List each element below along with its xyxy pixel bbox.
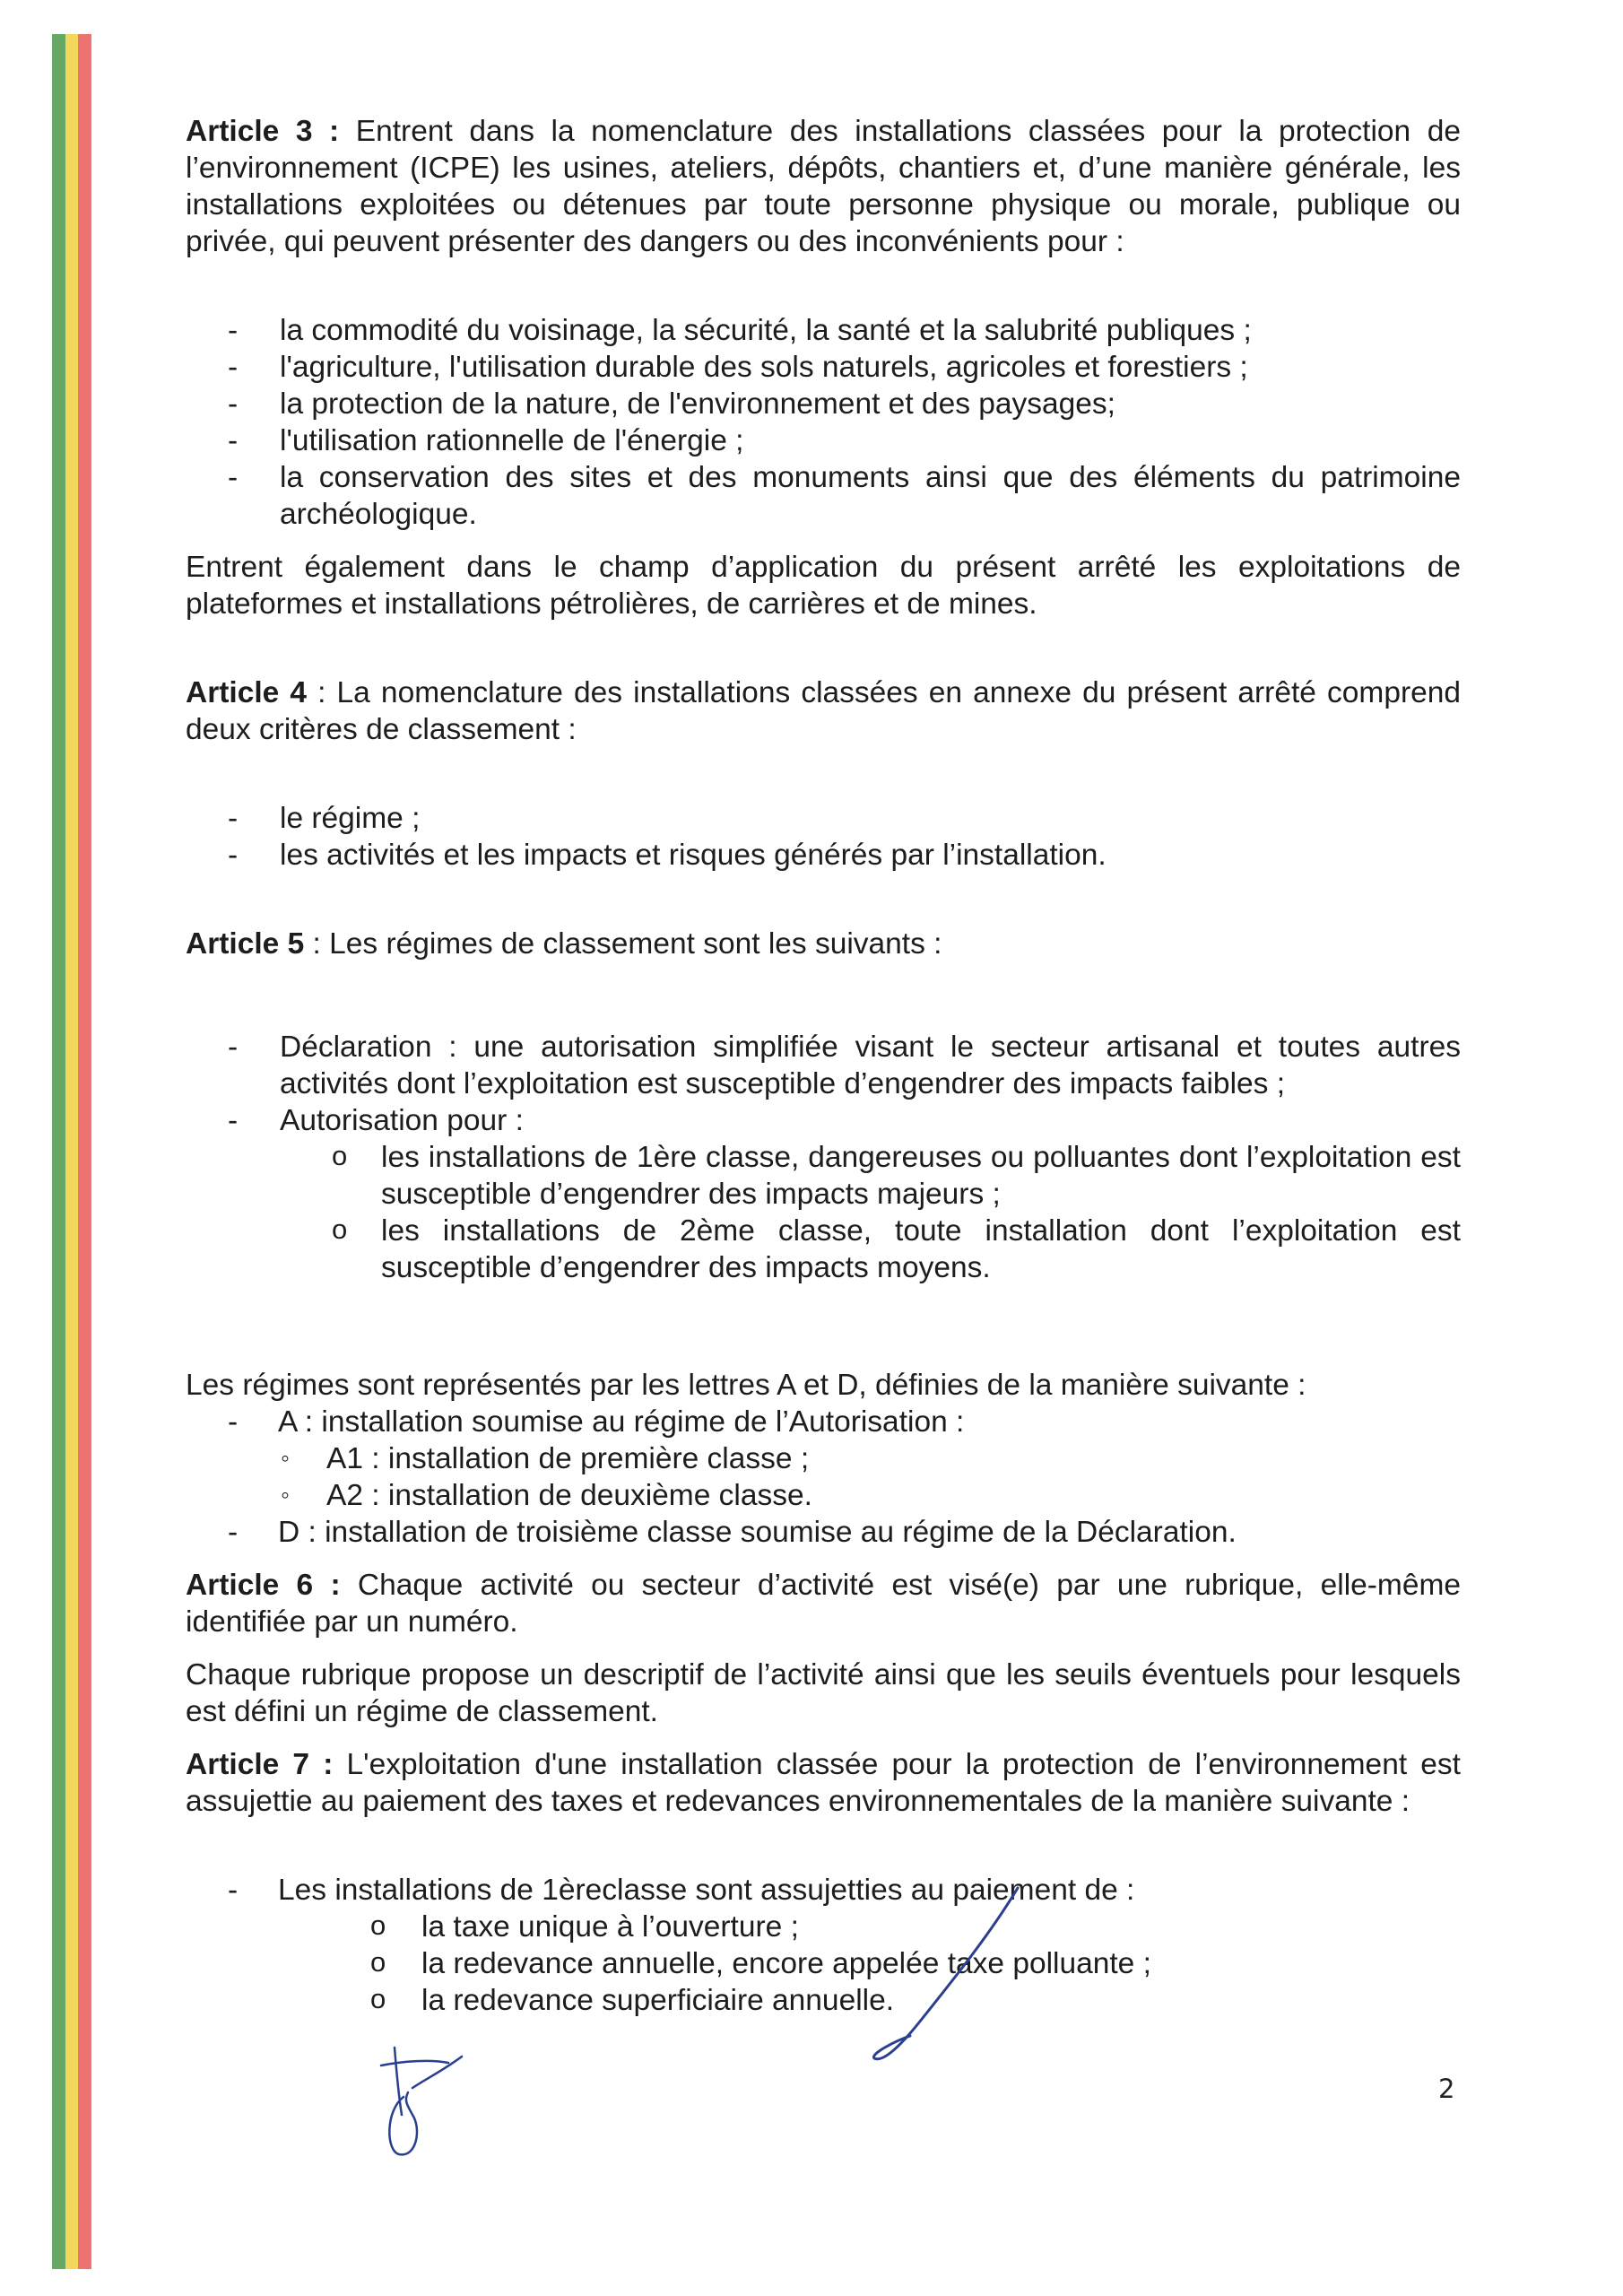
list-item-autorisation: - Autorisation pour : (186, 1102, 1461, 1139)
sub-list-item: ◦ A2 : installation de deuxième classe. (186, 1477, 1461, 1514)
sub-list-item: o la redevance annuelle, encore appelée taxe polluante ; (186, 1945, 1461, 1982)
list-item-regime-a: - A : installation soumise au régime de l’Autorisation : (186, 1404, 1461, 1440)
article-3-label: Article 3 : (186, 115, 340, 148)
green-stripe (52, 34, 65, 2269)
list-item: - les activités et les impacts et risques générés par l’installation. (186, 837, 1461, 874)
list-item: - l'utilisation rationnelle de l'énergie ; (186, 422, 1461, 459)
article-7-intro: Article 7 : L'exploitation d'une installation classée pour la protection de l’environnement est assujettie au paiement des taxes et redevances environnementales de la manière suivante : (186, 1748, 1461, 1818)
article-4-label: Article 4 (186, 676, 308, 709)
article-5-label: Article 5 (186, 927, 305, 961)
article-5-intro: Article 5 : Les régimes de classement sont les suivants : (186, 927, 942, 961)
document-body (186, 113, 1461, 2019)
list-item: - Les installations de 1èreclasse sont assujetties au paiement de : (186, 1872, 1461, 1909)
article-5-regime-list (186, 1029, 1461, 1139)
sub-list-item: o les installations de 1ère classe, dangereuses ou polluantes dont l’exploitation est susceptible d’engendrer des impacts majeurs ; (186, 1139, 1461, 1213)
autorisation-sublist (186, 1139, 1461, 1286)
initials-signature (377, 2043, 475, 2160)
regime-a-list (186, 1404, 1461, 1440)
paraph-stroke (856, 1879, 1027, 2067)
list-item-declaration: - Déclaration : une autorisation simplifiée visant le secteur artisanal et toutes autres activités dont l’exploitation est susceptible d’engendrer des impacts faibles ; (186, 1029, 1461, 1102)
regimes-intro: Les régimes sont représentés par les lettres A et D, définies de la manière suivante : (186, 1369, 1306, 1402)
list-item: - la conservation des sites et des monuments ainsi que des éléments du patrimoine archéologique. (186, 459, 1461, 533)
article-7-sublist (186, 1909, 1461, 2019)
article-7-label: Article 7 : (186, 1748, 334, 1781)
red-stripe (78, 34, 91, 2269)
list-item-regime-d: - D : installation de troisième classe soumise au régime de la Déclaration. (186, 1514, 1461, 1551)
article-6-extra: Chaque rubrique propose un descriptif de l’activité ainsi que les seuils éventuels pour lesquels est défini un régime de classement. (186, 1658, 1461, 1728)
regime-d-list (186, 1514, 1461, 1551)
sub-list-item: o les installations de 2ème classe, toute installation dont l’exploitation est susceptible d’engendrer des impacts moyens. (186, 1213, 1461, 1286)
article-7-list (186, 1872, 1461, 1909)
article-6-intro: Article 6 : Chaque activité ou secteur d’activité est visé(e) par une rubrique, elle-même identifiée par un numéro. (186, 1569, 1461, 1639)
article-4-list (186, 800, 1461, 874)
sub-list-item: o la taxe unique à l’ouverture ; (186, 1909, 1461, 1945)
sub-list-item: ◦ A1 : installation de première classe ; (186, 1440, 1461, 1477)
yellow-stripe (65, 34, 79, 2269)
article-3-list (186, 312, 1461, 533)
list-item: - la commodité du voisinage, la sécurité, la santé et la salubrité publiques ; (186, 312, 1461, 349)
regime-a-sublist (186, 1440, 1461, 1514)
flag-color-stripes (52, 34, 91, 2269)
article-3-extra: Entrent également dans le champ d’application du présent arrêté les exploitations de plateformes et installations pétrolières, de carrières et de mines. (186, 551, 1461, 621)
list-item: - la protection de la nature, de l'environnement et des paysages; (186, 386, 1461, 422)
article-6-label: Article 6 : (186, 1569, 341, 1602)
article-4-intro: Article 4 : La nomenclature des installations classées en annexe du présent arrêté comprend deux critères de classement : (186, 676, 1461, 746)
page-number: 2 (1438, 2074, 1455, 2104)
list-item: - le régime ; (186, 800, 1461, 837)
sub-list-item: o la redevance superficiaire annuelle. (186, 1982, 1461, 2019)
article-3-intro: Article 3 : Entrent dans la nomenclature des installations classées pour la protection de l’environnement (ICPE) les usines, ateliers, dépôts, chantiers et, d’une manière générale, les installations exploitées ou détenues par toute personne physique ou morale, publique ou privée, qui peuvent présenter des dangers ou des inconvénients pour : (186, 115, 1461, 258)
list-item: - l'agriculture, l'utilisation durable des sols naturels, agricoles et forestiers ; (186, 349, 1461, 386)
